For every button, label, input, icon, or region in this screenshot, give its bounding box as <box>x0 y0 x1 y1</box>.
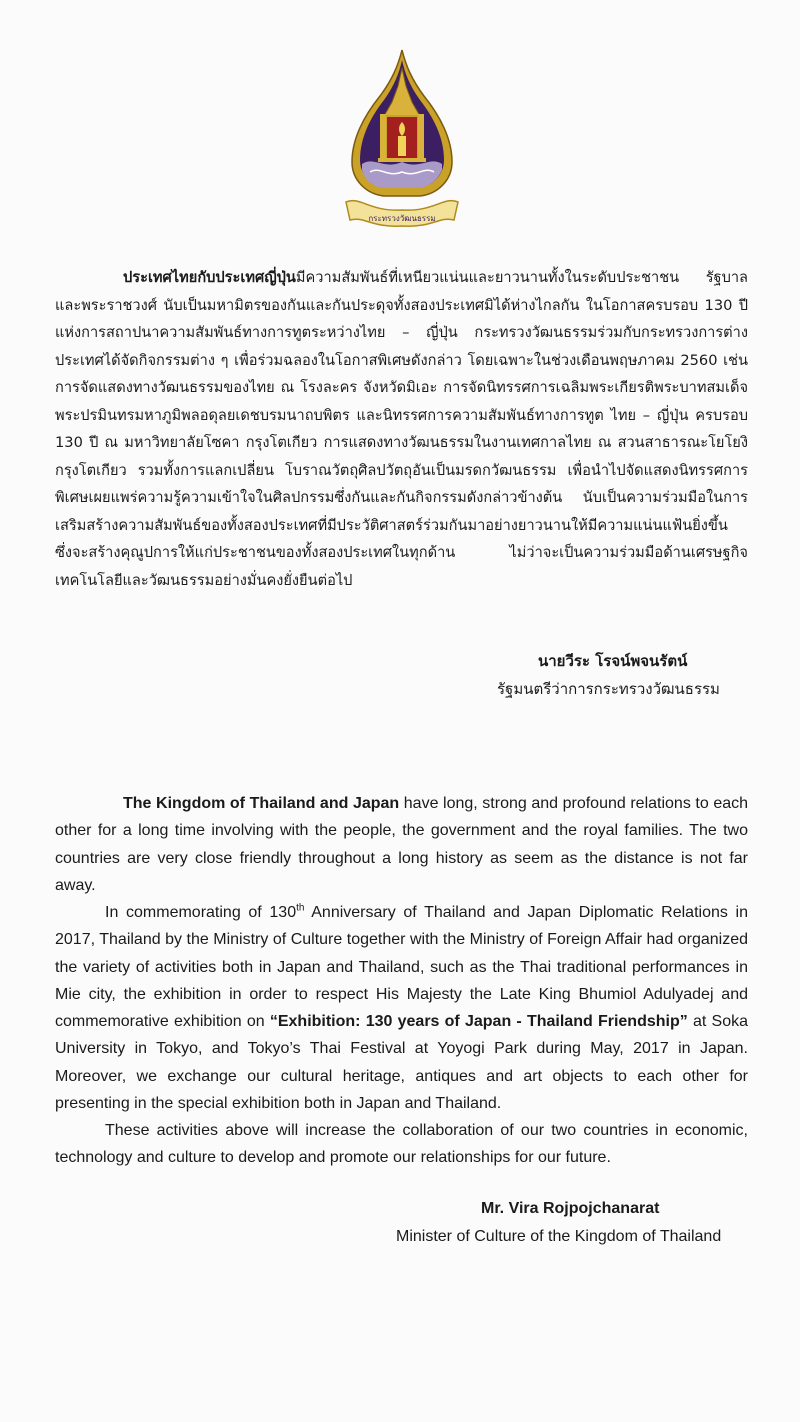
english-paragraph-2 <box>55 899 748 1117</box>
svg-text:กระทรวงวัฒนธรรม: กระทรวงวัฒนธรรม <box>368 214 436 223</box>
thai-paragraph <box>55 264 748 594</box>
english-paragraph-1 <box>55 790 748 899</box>
thai-body-text: มีความสัมพันธ์ที่เหนียวแน่นและยาวนานทั้งในระดับประชาชน รัฐบาล และพระราชวงศ์ นับเป็นมหามิตรของกันและกันประดุจทั้งสองประเทศมิได้ห่างไกลกัน ในโอกาสครบรอบ 130 ปี แห่งการสถาปนาความสัมพันธ์ทางการทูตระหว่างไทย – ญี่ปุ่น กระทรวงวัฒนธรรมร่วมกับกระทรวงการต่างประเทศได้จัดกิจกรรมต่าง ๆ เพื่อร่วมฉลองในโอกาสพิเศษดังกล่าว โดยเฉพาะในช่วงเดือนพฤษภาคม 2560 เช่น การจัดแสดงทางวัฒนธรรมของไทย ณ โรงละคร จังหวัดมิเอะ การจัดนิทรรศการเฉลิมพระเกียรติพระบาทสมเด็จพระปรมินทรมหาภูมิพลอดุลยเดชบรมนาถบพิตร และนิทรรศการความสัมพันธ์ทางการทูต ไทย – ญี่ปุ่น ครบรอบ 130 ปี ณ มหาวิทยาลัยโซคา กรุงโตเกียว การแสดงทางวัฒนธรรมในงานเทศกาลไทย ณ สวนสาธารณะโยโยงิ กรุงโตเกียว รวมทั้งการแลกเปลี่ยน โบราณวัตถุศิลปวัตถุอันเป็นมรดกวัฒนธรรม เพื่อนำไปจัดแสดงนิทรรศการพิเศษเผยแพร่ความรู้ความเข้าใจในศิลปกรรมซึ่งกันและกันกิจกรรมดังกล่าวข้างต้น นับเป็นความร่วมมือในการเสริมสร้างความสัมพันธ์ของทั้งสองประเทศที่มีประวัติศาสตร์ร่วมกันมาอย่างยาวนานให้มีความแน่นแฟ้นยิ่งขึ้น ซึ่งจะสร้างคุณูปการให้แก่ประชาชนของทั้งสองประเทศในทุกด้าน ไม่ว่าจะเป็นความร่วมมือด้านเศรษฐกิจเทคโนโลยีและวัฒนธรรมอย่างมั่นคงยั่งยืนต่อไป <box>55 269 748 589</box>
english-p2-text-a: In commemorating of 130 <box>105 904 297 921</box>
english-paragraph-3: These activities above will increase the collaboration of our two countries in economic, technology and culture to develop and promote our relationships for our future. <box>55 1122 748 1167</box>
english-lead-bold: The Kingdom of Thailand and Japan <box>123 795 400 812</box>
ordinal-suffix: th <box>296 902 305 914</box>
english-signer-name: Mr. Vira Rojpojchanarat <box>481 1200 660 1217</box>
thai-signer-name: นายวีระ โรจน์พจนรัตน์ <box>538 652 688 670</box>
english-p2-text-b: Anniversary of Thailand and Japan Diplomatic Relations in 2017, Thailand by the Ministry of Culture together with the Ministry of Foreign Affair had organized the variety of activities both in Japan and Thailand, such as the Thai traditional performances in Mie city, the exhibition in order to respect His Majesty the Late King Bhumiol Adulyadej and commemorative exhibition on <box>55 904 749 1031</box>
thai-lead-bold: ประเทศไทยกับประเทศญี่ปุ่น <box>123 269 296 286</box>
english-p1-text: have long, strong and profound relations to each other for a long time involving with the people, the government and the royal families. The two countries are very close friendly throughout a long history as seem as the distance is not far away. <box>55 795 749 894</box>
english-p2-text-c: at Soka University in Tokyo, and Tokyo’s Thai Festival at Yoyogi Park during May, 2017 in Japan. Moreover, we exchange our cultural heritage, antiques and art objects to each other for presenting in the special exhibition both in Japan and Thailand. <box>55 1013 748 1113</box>
english-signer-title: Minister of Culture of the Kingdom of Thailand <box>396 1228 722 1245</box>
ministry-of-culture-emblem <box>340 46 464 232</box>
exhibition-title: “Exhibition: 130 years of Japan - Thailand Friendship” <box>269 1013 688 1031</box>
thai-signer-title: รัฐมนตรีว่าการกระทรวงวัฒนธรรม <box>497 680 720 698</box>
